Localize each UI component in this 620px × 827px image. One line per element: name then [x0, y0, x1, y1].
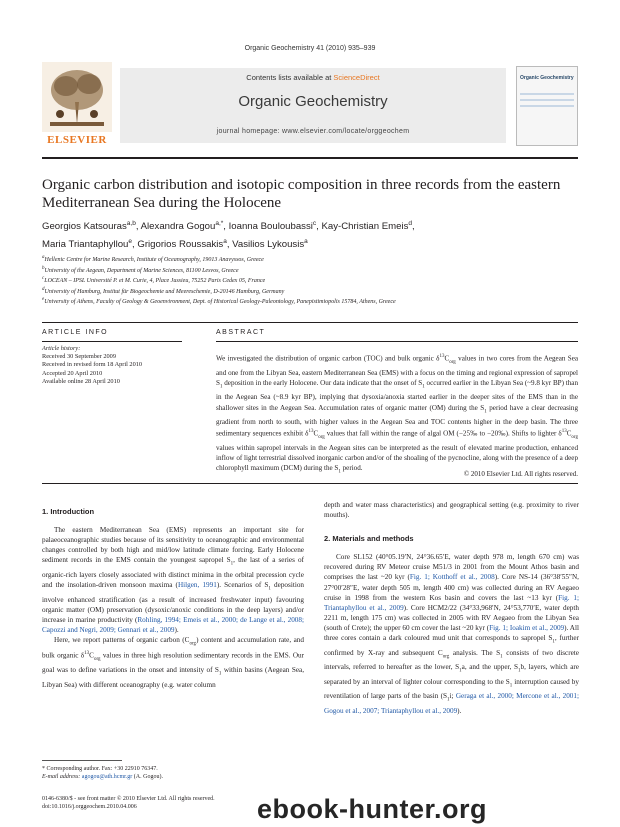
corresponding-author: * Corresponding author. Fax: +30 22910 76347.: [42, 766, 158, 772]
intro-continuation: depth and water mass characteristics) and geographical setting (e.g. proximity to river mouths).: [324, 501, 579, 520]
contents-prefix: Contents lists available at: [246, 73, 334, 82]
intro-paragraph: The eastern Mediterranean Sea (EMS) represents an important site for palaeoceanographic studies because of its sensitivity to oceanographic and environmental changes controlled by both high and mid/low latitude climate forcing. Early Holocene sediment records in the EMS contain the youngest sapropel $S_1$, the last of a series of organic-rich layers closely associated with distinct minima in the orbital precession cycle and the insolation-driven monsoon maxima (Hilgen, 1991). Scenarios of $S_1$ deposition involve enhanced stratification (as a result of increased freshwater input) favouring organic matter (OM) preservation (dysoxic/anoxic conditions in the deep layers) and/or increase in marine productivity (Rohling, 1994; Emeis et al., 2000; de Lange et al., 2008; Capozzi and Negri, 2009; Gennari et al., 2009).: [42, 526, 305, 634]
header-divider: [42, 157, 578, 159]
cover-title: Organic Geochemistry: [520, 75, 574, 81]
citation-link[interactable]: Fig. 1; Ioakim et al., 2009: [489, 623, 565, 632]
article-info-rule: [42, 341, 182, 342]
affiliation-key: a: [42, 255, 45, 260]
citation-link[interactable]: Rohling, 1994; Emeis et al., 2000; de Lange et al., 2008; Capozzi and Negri, 2009; Gennari et al., 2009: [42, 615, 304, 634]
history-label: Article history:: [42, 345, 81, 352]
methods-paragraph: Core SL152 (40°05.19′N, 24°36.65′E, water depth 978 m, length 670 cm) was recovered during RV Meteor cruise M51/3 in 2001 from the Mount Athos basin and comprises the last ~20 kyr (Fig. 1; Kotthoff et al., 2008). Core NS-14 (36°38′55″N, 27°00′28″E, water depth 505 m, length 400 cm) was collected during an RV Aegaeo cruise in 1998 from the western Kos basin and covers the last ~13 kyr (Fig. 1; Triantaphyllou et al., 2009). Core HCM2/22 (34°33,968′N, 24°53,770′E, water depth 2211 m, length 175 cm) was collected in 2005 with RV Aegaeo from the Libyan Sea (south of Crete); the upper 60 cm cover the last ~20 kyr (Fig. 1; Ioakim et al., 2009). All three cores contain a dark coloured mud unit that corresponds to sapropel $S_1$, further confirmed by X-ray and subsequent $C_{org}$ analysis. The $S_1$ consists of two discrete intervals, referred to hereafter as the lower, $S_1a$, and the upper, $S_1b$, layers, which are separated by an interval of lighter colour corresponding to the $S_1$ interruption caused by reventilation of large parts of the basin ($S_1i$; Geraga et al., 2000; Mercone et al., 2001; Gogou et al., 2007; Triantaphyllou et al., 2009).: [324, 553, 579, 715]
contents-line: [120, 73, 506, 82]
author-name[interactable]: Ioanna Bouloubassi: [228, 221, 313, 233]
author-separator: ,: [223, 221, 229, 233]
introduction-section: [42, 507, 304, 690]
history-item: Accepted 20 April 2010: [42, 369, 103, 377]
affiliation-item: [42, 254, 578, 265]
affiliation-key: b: [42, 265, 45, 271]
publisher-name: ELSEVIER: [47, 134, 107, 146]
affiliation-key: e: [42, 297, 45, 303]
cover-decoration: [520, 105, 574, 107]
affiliation-item: [42, 265, 578, 276]
affiliation-text: LOCEAN – IPSL Université P. et M. Curie, 4, Place Jussieu, 75252 Paris Cedex 05, France: [44, 278, 266, 285]
author-list: [42, 217, 578, 252]
author-name[interactable]: Vasilios Lykousis: [232, 238, 305, 250]
homepage-link[interactable]: www.elsevier.com/locate/orggeochem: [282, 128, 410, 135]
author-name[interactable]: Kay-Christian Emeis: [321, 221, 409, 233]
author-affiliation-mark: d: [408, 220, 413, 227]
body-divider: [42, 483, 578, 484]
affiliation-text: University of the Aegean, Department of Marine Sciences, 81100 Lesvos, Greece: [44, 267, 239, 274]
journal-title: Organic Geochemistry: [238, 93, 388, 110]
affiliation-text: University of Athens, Faculty of Geology & Geoenvironment, Dept. of Historical Geology-Paleontology, Panepistimiopolis 15784, Athens, Greece: [44, 299, 396, 306]
citation-link[interactable]: Hilgen, 1991: [177, 581, 217, 589]
footnote-rule: [42, 760, 122, 761]
sciencedirect-link[interactable]: ScienceDirect: [333, 73, 380, 82]
affiliation-key: c: [42, 276, 45, 282]
author-affiliation-mark: a: [304, 237, 308, 245]
affiliation-item: [42, 296, 578, 307]
cover-decoration: [520, 99, 574, 101]
history-item: Available online 28 April 2010: [42, 377, 120, 385]
author-affiliation-mark: a,b: [126, 220, 136, 227]
affiliation-key: d: [42, 286, 45, 292]
article-history: [42, 345, 182, 386]
author-separator: ,: [135, 221, 141, 233]
author-affiliation-mark: a: [223, 237, 227, 245]
history-item: Received 30 September 2009: [42, 353, 116, 361]
email-line: E-mail address: agogou@ath.hcmr.gr (A. Gogou).: [42, 774, 163, 780]
author-name[interactable]: Maria Triantaphyllou: [42, 238, 129, 250]
article-title: Organic carbon distribution and isotopic composition in three records from the eastern Mediterranean Sea during the Holocene: [42, 177, 561, 211]
right-column: [324, 500, 579, 716]
author-affiliation-mark: e: [128, 237, 133, 245]
affiliation-item: [42, 286, 578, 297]
author-separator: ,: [226, 238, 233, 250]
author-name[interactable]: Alexandra Gogou: [140, 221, 216, 233]
elsevier-tree-logo: [42, 62, 112, 144]
author-name[interactable]: Grigorios Roussakis: [137, 238, 224, 250]
homepage-label: journal homepage:: [216, 128, 283, 135]
info-divider: [42, 322, 578, 323]
abstract-heading: ABSTRACT: [216, 329, 266, 336]
history-item: Received in revised form 18 April 2010: [42, 361, 143, 369]
author-name[interactable]: Georgios Katsouras: [42, 221, 127, 233]
author-separator: ,: [412, 221, 415, 233]
masthead: [42, 62, 578, 152]
methods-heading: 2. Materials and methods: [324, 534, 414, 544]
abstract-body: We investigated the distribution of organic carbon (TOC) and bulk organic $\delta^{13}C_{org}$ values in two cores from the Aegean Sea and one from the Libyan Sea, eastern Mediterranean Sea (EMS) with a focus on the timing and regional expression of sapropel $S_1$ deposition in the early Holocene. Our data indicate that the onset of $S_1$ occurred earlier in the Libyan Sea (~9.8 kyr BP) than in the Aegean Sea (~8.9 kyr BP), implying that dysoxia/anoxia started earlier in the deeper sites of the EMS than in the shallower sites in the Aegean Sea. Accumulation rates of organic matter (OM) during the $S_1$ period have a clear decreasing gradient from north to south, with higher values in the Aegean Sea and TOC contents higher in the deep basin. The three sedimentary sequences exhibit $\delta^{13}C_{org}$ values that fall within the range of algal OM (−25‰ to −20‰). Shifts to lighter $\delta^{13}C_{org}$ values within sapropel intervals in the Aegean sites can be interpreted as the result of elevated marine production, enhanced inflow of light terrestrial dissolved inorganic carbon and/or of the shoaling of the pycnocline, along with the presence of a deep chlorophyll maximum (DCM) during the $S_1$ period.: [216, 354, 579, 475]
affiliation-text: Hellenic Centre for Marine Research, Institute of Oceanography, 19013 Anavyssos, Greece: [44, 257, 264, 263]
affiliation-item: [42, 275, 578, 286]
cover-decoration: [520, 93, 574, 95]
author-separator: ,: [132, 238, 138, 250]
journal-reference: Organic Geochemistry 41 (2010) 935–939: [244, 45, 376, 52]
author-affiliation-mark: a,*: [215, 220, 224, 227]
journal-cover-thumbnail: [516, 66, 578, 146]
email-link[interactable]: agogou@ath.hcmr.gr: [81, 774, 133, 780]
watermark: ebook-hunter.org: [257, 794, 487, 824]
journal-banner: [120, 68, 506, 143]
intro-paragraph: Here, we report patterns of organic carbon $(C_{org})$ content and accumulation rate, and bulk organic $\delta^{13}C_{org}$ values in three high resolution sedimentary records in the EMS. Our goal was to define variations in the onset and intensity of $S_1$ within basins (Aegean Sea, Libyan Sea) with different oceanography (e.g. water column: [42, 635, 305, 689]
introduction-heading: 1. Introduction: [42, 507, 95, 516]
author-affiliation-mark: c: [312, 220, 317, 227]
citation-link[interactable]: Fig. 1; Kotthoff et al., 2008: [409, 573, 495, 582]
citation-link[interactable]: Geraga et al., 2000; Mercone et al., 2001; Gogou et al., 2007; Triantaphyllou et al., 2009: [324, 692, 579, 715]
citation-link[interactable]: Fig. 1; Triantaphyllou et al., 2009: [324, 593, 579, 612]
journal-homepage: [120, 128, 506, 135]
corresponding-author-footnote: [42, 765, 302, 781]
affiliation-list: [42, 254, 578, 307]
abstract-rule: [216, 341, 578, 342]
affiliation-text: University of Hamburg, Institut für Biogeochemie und Meereschemie, D-20146 Hamburg, Germany: [44, 288, 285, 295]
copyright-notice: © 2010 Elsevier Ltd. All rights reserved.: [463, 470, 578, 478]
author-separator: ,: [316, 221, 322, 233]
article-info-heading: ARTICLE INFO: [42, 329, 109, 336]
issn-line: 0146-6380/$ - see front matter © 2010 Elsevier Ltd. All rights reserved.: [42, 796, 215, 802]
doi-line[interactable]: doi:10.1016/j.orggeochem.2010.04.006: [42, 804, 137, 810]
